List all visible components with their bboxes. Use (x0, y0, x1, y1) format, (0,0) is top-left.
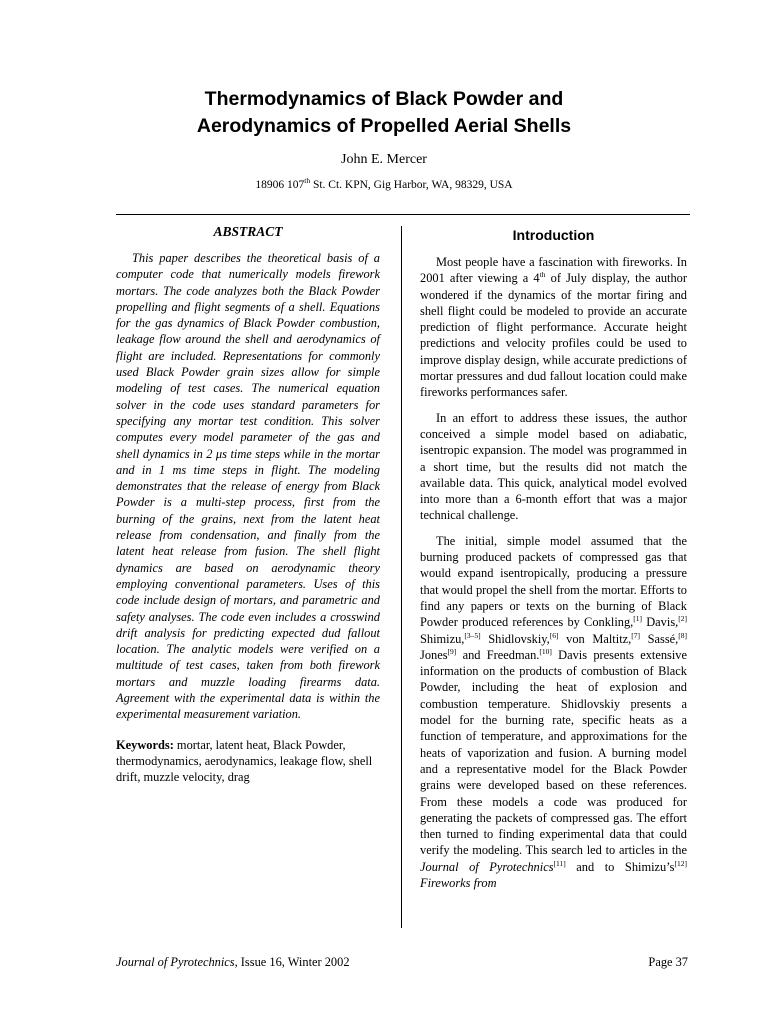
p3-text-g: Jones (420, 647, 448, 662)
address-start: 18906 107 (255, 178, 305, 191)
p3-text-i: Davis presents extensive information on the products of combustion of Black Powder, including the heat of explosion and combustion temperature. Shidlovskiy presents a model for the burning rate, specific heats as a function of temperature, and approximations for the heats of vaporization and fusion. A burning model and a representative model for the Black Powder grains were developed based on these references. From these models a code was produced for generating the packets of compressed gas. The effort then turned to finding experimental data that could verify the modeling. This search led to articles in the (420, 647, 687, 858)
p3-text-c: Shimizu, (420, 631, 465, 646)
keywords (116, 737, 380, 786)
right-column (420, 226, 687, 900)
page-number: Page 37 (648, 955, 688, 969)
ref-9: [9] (447, 646, 457, 656)
ref-8: [8] (678, 630, 687, 640)
paper-title (0, 86, 768, 140)
ref-10: [10] (539, 646, 552, 656)
ref-7: [7] (631, 630, 640, 640)
p3-text-a: The initial, simple model assumed that the burning produced packets of compressed gas that would expand isentropically, producing a pressure that would propel the shell from the mortar. Efforts to find any papers or texts on the burning of Black Powder produced references by Conkling, (420, 533, 687, 630)
ref-6: [6] (549, 630, 559, 640)
intro-paragraph-1 (420, 254, 687, 401)
ref-12: [12] (674, 858, 687, 868)
header-divider (116, 214, 690, 215)
left-column (116, 224, 380, 786)
p1-text-b: of July display, the author wondered if the dynamics of the mortar firing and shell flight could be modeled to provide an accurate prediction of flight performance. Accurate height predictions and velocity profiles could be used to improve display design, while accurate predictions of mortar pressures and dud fallout location could make fireworks performances safer. (420, 271, 688, 400)
p3-text-b: Davis, (642, 615, 679, 630)
author-name: John E. Mercer (341, 152, 427, 167)
abstract-heading: ABSTRACT (213, 224, 283, 239)
keywords-text: mortar, latent heat, Black Powder, thermodynamics, aerodynamics, leakage flow, shell drift, muzzle velocity, drag (116, 737, 373, 785)
title-line-1: Thermodynamics of Black Powder and (204, 88, 564, 110)
ref-3-5: [3–5] (464, 630, 481, 640)
ref-11: [11] (553, 858, 566, 868)
keywords-label: Keywords: (116, 737, 174, 752)
footer-citation (116, 955, 350, 970)
footer-journal: Journal of Pyrotechnics (116, 955, 235, 969)
intro-paragraph-3 (420, 533, 687, 892)
journal-citation: Journal of Pyrotechnics (420, 859, 554, 874)
ref-2: [2] (678, 614, 687, 624)
book-citation: Fireworks from (420, 875, 497, 890)
ref-1: [1] (633, 614, 643, 624)
p1-text-a: Most people have a fascination with fireworks. In 2001 after viewing a 4 (420, 255, 687, 286)
column-divider (401, 226, 402, 928)
address-superscript: th (304, 176, 311, 185)
footer-issue: , Issue 16, Winter 2002 (234, 955, 350, 969)
author-address (0, 176, 768, 191)
p3-text-f: Sassé, (640, 631, 679, 646)
p3-text-j: and to Shimizu’s (565, 859, 675, 874)
title-line-2: Aerodynamics of Propelled Aerial Shells (196, 115, 572, 137)
address-end: St. Ct. KPN, Gig Harbor, WA, 98329, USA (310, 178, 513, 191)
abstract-body: This paper describes the theoretical basis of a computer code that numerically models firework mortars. The code analyzes both the Black Powder propelling and flight segments of a shell. Equations for the gas dynamics of Black Powder combustion, leakage flow around the shell and aerodynamics of flight are included. Representations for commonly used Black Powder grain sizes allow for simple modeling of test cases. The numerical equation solver in the code uses standard parameters for specifying any mortar test condition. This solver computes every model parameter of the gas and shell dynamics in 2 μs time steps while in the mortar and in 1 ms time steps in flight. The modeling demonstrates that the release of energy from Black Powder is a multi-step process, first from the burning of the grains, next from the latent heat release from condensation, and finally from the latent heat release from fusion. The shell flight dynamics are based on aerodynamic theory employing conventional parameters. Uses of this code include design of mortars, and parametric and safety analyses. The code even includes a crosswind drift analysis for predicting expected dud fallout location. The analytic models were verified on a multitude of test cases, taken from both firework mortars and muzzle loading firearms data. Agreement with the experimental data is within the experimental measurement variation. (116, 251, 380, 722)
p3-text-h: and Freedman. (456, 647, 540, 662)
p3-text-d: Shidlovskiy, (480, 631, 550, 646)
p1-superscript: th (539, 270, 546, 280)
introduction-heading: Introduction (512, 227, 595, 243)
p3-text-e: von Maltitz, (558, 631, 632, 646)
intro-paragraph-2: In an effort to address these issues, the author conceived a simple model based on adiabatic, isentropic expansion. The model was programmed in a short time, but the results did not match the available data. This quick, analytical model evolved into more than a 6-month effort that was a major technical challenge. (420, 410, 687, 523)
